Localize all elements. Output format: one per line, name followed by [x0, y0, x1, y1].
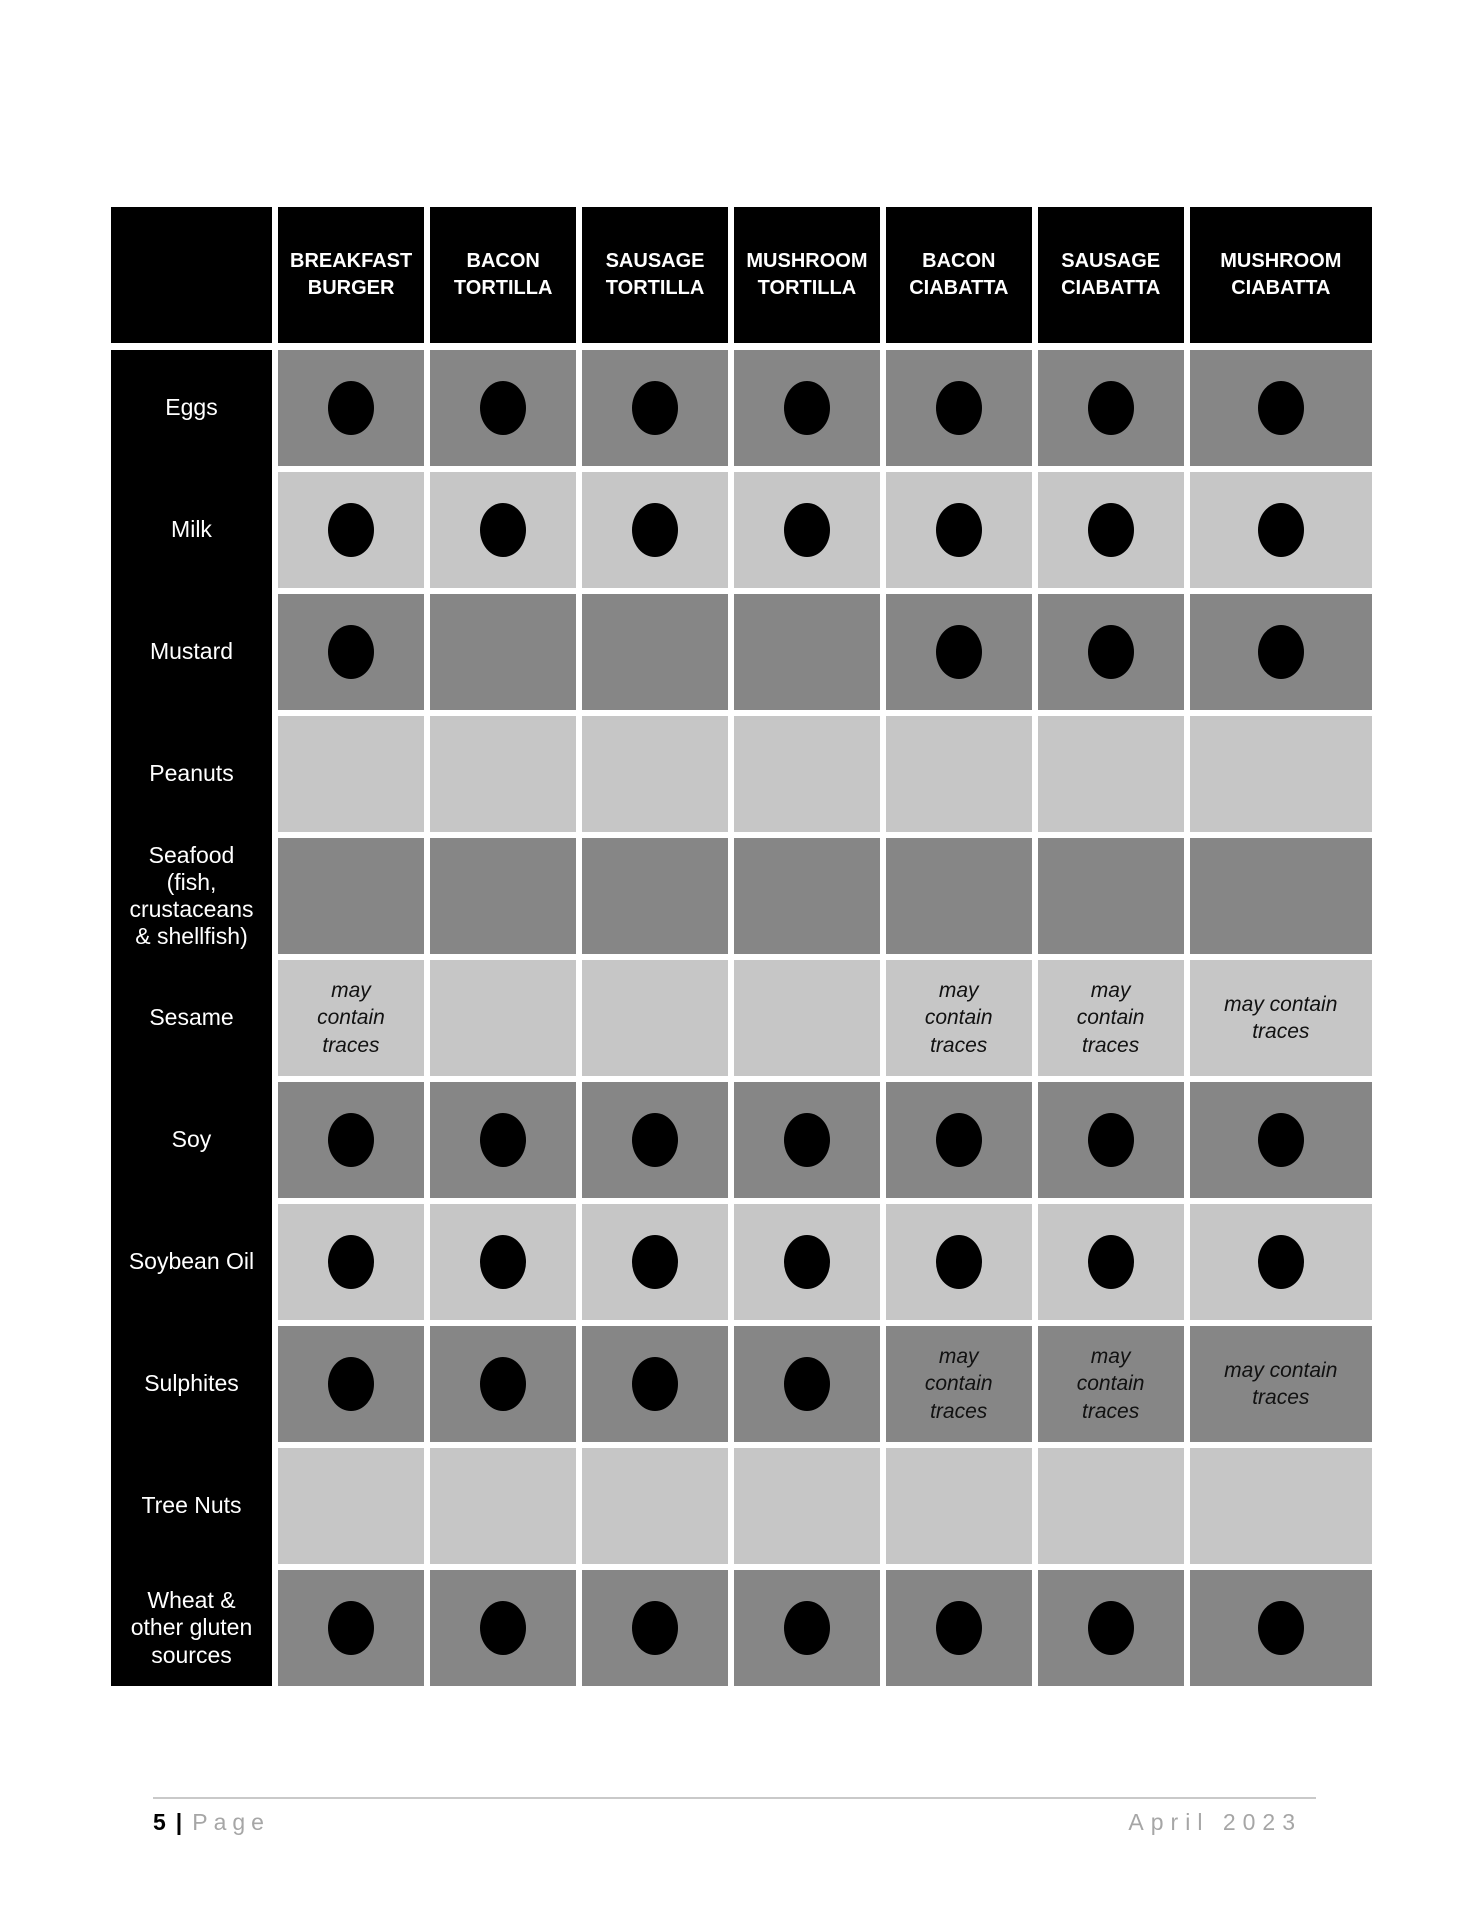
cell-seafood-sausage-tortilla — [582, 838, 728, 954]
cell-sulphites-mushroom-tortilla — [734, 1326, 880, 1442]
allergen-present-dot-icon — [936, 1601, 982, 1655]
allergen-present-dot-icon — [632, 1113, 678, 1167]
footer-date: April 2023 — [1128, 1809, 1302, 1835]
allergen-present-dot-icon — [480, 381, 526, 435]
cell-mustard-mushroom-ciabatta — [1190, 594, 1372, 710]
footer-text-row — [153, 1809, 1316, 1836]
cell-soybean-oil-mushroom-ciabatta — [1190, 1204, 1372, 1320]
allergen-present-dot-icon — [328, 503, 374, 557]
traces-note: may contain traces — [317, 979, 385, 1057]
cell-seafood-mushroom-tortilla — [734, 838, 880, 954]
traces-note: may contain traces — [924, 979, 993, 1057]
cell-tree-nuts-breakfast-burger — [278, 1448, 424, 1564]
cell-seafood-mushroom-ciabatta — [1190, 838, 1372, 954]
footer-divider — [153, 1797, 1316, 1799]
cell-eggs-mushroom-ciabatta — [1190, 350, 1372, 466]
cell-eggs-sausage-tortilla — [582, 350, 728, 466]
cell-soybean-oil-breakfast-burger — [278, 1204, 424, 1320]
cell-eggs-breakfast-burger — [278, 350, 424, 466]
cell-soy-sausage-ciabatta — [1038, 1082, 1184, 1198]
cell-tree-nuts-bacon-tortilla — [430, 1448, 576, 1564]
cell-soy-breakfast-burger — [278, 1082, 424, 1198]
allergen-present-dot-icon — [1258, 1235, 1304, 1289]
allergen-present-dot-icon — [328, 1601, 374, 1655]
allergen-present-dot-icon — [328, 1113, 374, 1167]
cell-sesame-breakfast-burger — [278, 960, 424, 1076]
cell-milk-bacon-tortilla — [430, 472, 576, 588]
allergen-data-grid — [278, 350, 1372, 1686]
cell-sulphites-sausage-tortilla — [582, 1326, 728, 1442]
allergen-present-dot-icon — [936, 381, 982, 435]
cell-peanuts-sausage-tortilla — [582, 716, 728, 832]
cell-tree-nuts-sausage-tortilla — [582, 1448, 728, 1564]
cell-wheat-gluten-bacon-ciabatta — [886, 1570, 1032, 1686]
allergen-present-dot-icon — [1258, 503, 1304, 557]
traces-note: may contain traces — [1076, 1345, 1145, 1423]
column-header-bacon-ciabatta: BACON CIABATTA — [886, 207, 1032, 343]
allergen-present-dot-icon — [784, 381, 830, 435]
table-header-row — [111, 207, 1372, 343]
cell-wheat-gluten-mushroom-ciabatta — [1190, 1570, 1372, 1686]
cell-sulphites-breakfast-burger — [278, 1326, 424, 1442]
cell-mustard-sausage-tortilla — [582, 594, 728, 710]
column-header-mushroom-ciabatta: MUSHROOM CIABATTA — [1190, 207, 1372, 343]
allergen-present-dot-icon — [784, 1113, 830, 1167]
cell-soybean-oil-sausage-tortilla — [582, 1204, 728, 1320]
page-number-label — [153, 1809, 270, 1836]
allergen-present-dot-icon — [936, 625, 982, 679]
cell-sesame-bacon-ciabatta — [886, 960, 1032, 1076]
allergen-present-dot-icon — [328, 1235, 374, 1289]
traces-note: may contain traces — [1076, 979, 1145, 1057]
cell-wheat-gluten-mushroom-tortilla — [734, 1570, 880, 1686]
allergen-present-dot-icon — [480, 1601, 526, 1655]
table-corner-cell — [111, 207, 272, 343]
allergen-present-dot-icon — [936, 1235, 982, 1289]
allergen-present-dot-icon — [328, 1357, 374, 1411]
cell-milk-bacon-ciabatta — [886, 472, 1032, 588]
cell-tree-nuts-mushroom-ciabatta — [1190, 1448, 1372, 1564]
cell-eggs-sausage-ciabatta — [1038, 350, 1184, 466]
cell-sulphites-mushroom-ciabatta — [1190, 1326, 1372, 1442]
allergen-present-dot-icon — [1088, 381, 1134, 435]
row-label-tree-nuts: Tree Nuts — [141, 1492, 242, 1519]
cell-wheat-gluten-sausage-tortilla — [582, 1570, 728, 1686]
cell-mustard-bacon-ciabatta — [886, 594, 1032, 710]
cell-milk-mushroom-tortilla — [734, 472, 880, 588]
allergen-present-dot-icon — [480, 1235, 526, 1289]
cell-seafood-bacon-tortilla — [430, 838, 576, 954]
table-body — [111, 350, 1372, 1686]
cell-peanuts-breakfast-burger — [278, 716, 424, 832]
allergen-present-dot-icon — [784, 503, 830, 557]
cell-seafood-breakfast-burger — [278, 838, 424, 954]
cell-mustard-breakfast-burger — [278, 594, 424, 710]
allergen-present-dot-icon — [328, 381, 374, 435]
cell-sulphites-bacon-tortilla — [430, 1326, 576, 1442]
allergen-present-dot-icon — [632, 1357, 678, 1411]
cell-tree-nuts-sausage-ciabatta — [1038, 1448, 1184, 1564]
allergen-label-column — [111, 350, 272, 1686]
cell-wheat-gluten-breakfast-burger — [278, 1570, 424, 1686]
row-label-soybean-oil: Soybean Oil — [128, 1248, 255, 1275]
allergen-present-dot-icon — [480, 503, 526, 557]
cell-milk-mushroom-ciabatta — [1190, 472, 1372, 588]
cell-soybean-oil-bacon-tortilla — [430, 1204, 576, 1320]
allergen-present-dot-icon — [1258, 625, 1304, 679]
cell-soy-mushroom-ciabatta — [1190, 1082, 1372, 1198]
column-header-mushroom-tortilla: MUSHROOM TORTILLA — [734, 207, 880, 343]
row-label-milk: Milk — [171, 516, 212, 543]
cell-peanuts-bacon-tortilla — [430, 716, 576, 832]
cell-milk-breakfast-burger — [278, 472, 424, 588]
row-label-sulphites: Sulphites — [144, 1370, 239, 1397]
allergen-present-dot-icon — [1088, 1113, 1134, 1167]
cell-soybean-oil-mushroom-tortilla — [734, 1204, 880, 1320]
allergen-present-dot-icon — [480, 1357, 526, 1411]
row-label-soy: Soy — [171, 1126, 212, 1153]
allergen-present-dot-icon — [1258, 1113, 1304, 1167]
cell-sesame-mushroom-ciabatta — [1190, 960, 1372, 1076]
cell-soy-sausage-tortilla — [582, 1082, 728, 1198]
allergen-matrix-table — [111, 207, 1372, 1686]
cell-wheat-gluten-sausage-ciabatta — [1038, 1570, 1184, 1686]
allergen-present-dot-icon — [1258, 381, 1304, 435]
page-number: 5 — [153, 1809, 166, 1835]
allergen-present-dot-icon — [936, 1113, 982, 1167]
allergen-present-dot-icon — [784, 1357, 830, 1411]
cell-sulphites-sausage-ciabatta — [1038, 1326, 1184, 1442]
allergen-present-dot-icon — [480, 1113, 526, 1167]
cell-tree-nuts-bacon-ciabatta — [886, 1448, 1032, 1564]
cell-milk-sausage-ciabatta — [1038, 472, 1184, 588]
traces-note: may contain traces — [1224, 1358, 1338, 1409]
allergen-present-dot-icon — [1088, 503, 1134, 557]
allergen-present-dot-icon — [784, 1601, 830, 1655]
cell-mustard-bacon-tortilla — [430, 594, 576, 710]
allergen-present-dot-icon — [632, 1235, 678, 1289]
allergen-present-dot-icon — [632, 381, 678, 435]
allergen-present-dot-icon — [936, 503, 982, 557]
cell-soy-bacon-ciabatta — [886, 1082, 1032, 1198]
traces-note: may contain traces — [924, 1345, 993, 1423]
cell-peanuts-mushroom-ciabatta — [1190, 716, 1372, 832]
allergen-present-dot-icon — [1088, 1601, 1134, 1655]
column-header-breakfast-burger: BREAKFAST BURGER — [278, 207, 424, 343]
column-header-sausage-tortilla: SAUSAGE TORTILLA — [582, 207, 728, 343]
page-number-separator: | — [175, 1809, 183, 1835]
cell-soy-bacon-tortilla — [430, 1082, 576, 1198]
cell-wheat-gluten-bacon-tortilla — [430, 1570, 576, 1686]
allergen-present-dot-icon — [632, 503, 678, 557]
allergen-present-dot-icon — [1088, 625, 1134, 679]
cell-eggs-bacon-ciabatta — [886, 350, 1032, 466]
cell-tree-nuts-mushroom-tortilla — [734, 1448, 880, 1564]
cell-sesame-sausage-ciabatta — [1038, 960, 1184, 1076]
traces-note: may contain traces — [1224, 992, 1338, 1043]
cell-soybean-oil-bacon-ciabatta — [886, 1204, 1032, 1320]
cell-sesame-sausage-tortilla — [582, 960, 728, 1076]
row-label-wheat-gluten: Wheat & other gluten sources — [130, 1587, 253, 1668]
cell-peanuts-bacon-ciabatta — [886, 716, 1032, 832]
cell-mustard-sausage-ciabatta — [1038, 594, 1184, 710]
cell-seafood-sausage-ciabatta — [1038, 838, 1184, 954]
cell-seafood-bacon-ciabatta — [886, 838, 1032, 954]
cell-sesame-bacon-tortilla — [430, 960, 576, 1076]
cell-eggs-bacon-tortilla — [430, 350, 576, 466]
allergen-present-dot-icon — [784, 1235, 830, 1289]
row-label-mustard: Mustard — [149, 638, 234, 665]
cell-sesame-mushroom-tortilla — [734, 960, 880, 1076]
row-label-peanuts: Peanuts — [149, 760, 234, 787]
row-label-eggs: Eggs — [165, 394, 218, 421]
column-header-sausage-ciabatta: SAUSAGE CIABATTA — [1038, 207, 1184, 343]
cell-peanuts-sausage-ciabatta — [1038, 716, 1184, 832]
column-header-bacon-tortilla: BACON TORTILLA — [430, 207, 576, 343]
page-footer — [153, 1797, 1316, 1836]
allergen-present-dot-icon — [328, 625, 374, 679]
cell-milk-sausage-tortilla — [582, 472, 728, 588]
row-label-seafood: Seafood (fish, crustaceans & shellfish) — [129, 841, 254, 950]
cell-soybean-oil-sausage-ciabatta — [1038, 1204, 1184, 1320]
allergen-present-dot-icon — [1258, 1601, 1304, 1655]
allergen-present-dot-icon — [632, 1601, 678, 1655]
cell-soy-mushroom-tortilla — [734, 1082, 880, 1198]
page-word: Page — [192, 1809, 270, 1835]
cell-sulphites-bacon-ciabatta — [886, 1326, 1032, 1442]
cell-mustard-mushroom-tortilla — [734, 594, 880, 710]
cell-peanuts-mushroom-tortilla — [734, 716, 880, 832]
cell-eggs-mushroom-tortilla — [734, 350, 880, 466]
row-label-sesame: Sesame — [149, 1004, 234, 1031]
allergen-present-dot-icon — [1088, 1235, 1134, 1289]
